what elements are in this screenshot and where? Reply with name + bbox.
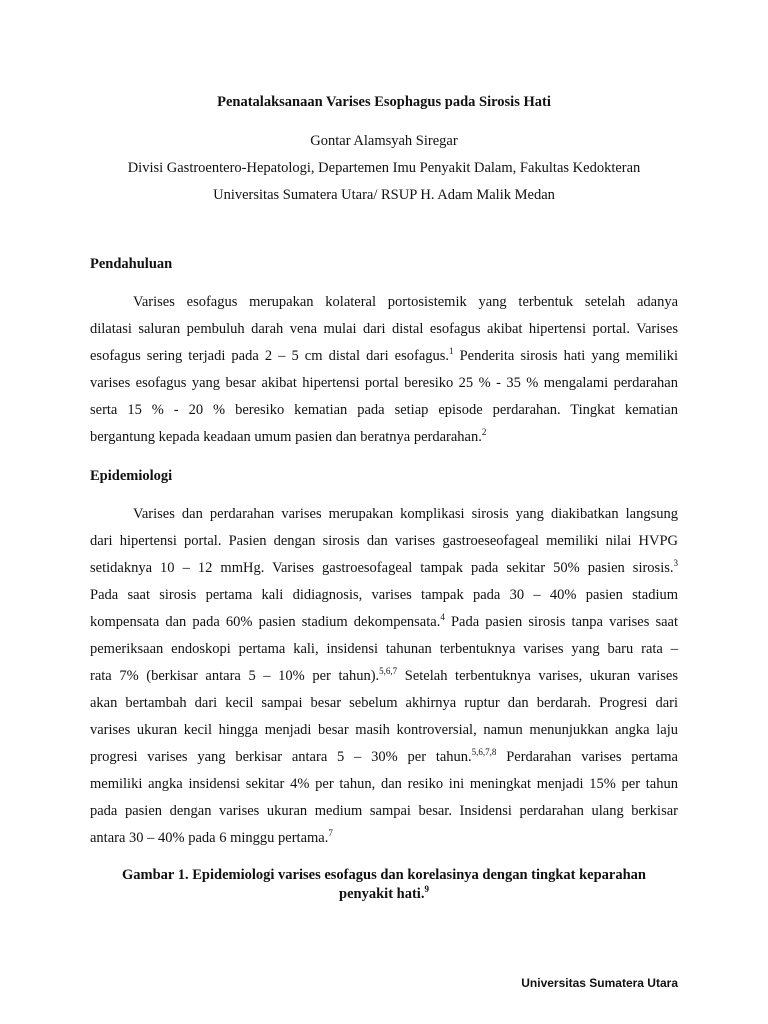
citation-superscript: 7: [328, 828, 333, 838]
line-text: Penderita sirosis hati yang memiliki: [453, 348, 678, 364]
figure-caption-line-2: penyakit hati.: [339, 886, 425, 902]
line-text: progresi varises yang berkisar antara 5 – 30% per tahun.: [90, 749, 472, 765]
line-text: Pada saat sirosis pertama kali didiagnosis, varises tampak pada 30 – 40% pasien stadium: [90, 587, 678, 603]
line-text: antara 30 – 40% pada 6 minggu pertama.: [90, 830, 329, 846]
line-text: esofagus sering terjadi pada 2 – 5 cm distal dari esofagus.: [90, 348, 450, 364]
line-text: Pada pasien sirosis tanpa varises saat: [444, 614, 678, 630]
citation-superscript: 4: [440, 612, 445, 622]
line-text: dilatasi saluran pembuluh darah vena mulai dari distal esofagus akibat hipertensi portal. Varises: [90, 321, 678, 337]
paragraph-line: [90, 343, 678, 370]
line-text: rata 7% (berkisar antara 5 – 10% per tahun).: [90, 668, 380, 684]
line-text: serta 15 % - 20 % beresiko kematian pada setiap episode perdarahan. Tingkat kematian: [90, 402, 678, 418]
page-footer: Universitas Sumatera Utara: [521, 976, 678, 990]
citation-superscript: 1: [449, 346, 454, 356]
line-text: bergantung kepada keadaan umum pasien dan beratnya perdarahan.: [90, 429, 482, 445]
paragraph-line: [90, 744, 678, 771]
line-text: Setelah terbentuknya varises, ukuran varises: [397, 668, 678, 684]
paragraph-line: [90, 316, 678, 343]
line-text: Varises dan perdarahan varises merupakan komplikasi sirosis yang diakibatkan langsung: [133, 506, 678, 522]
line-text: kompensata dan pada 60% pasien stadium dekompensata.: [90, 614, 441, 630]
line-text: Varises esofagus merupakan kolateral portosistemik yang terbentuk setelah adanya: [133, 294, 678, 310]
paragraph-line: [90, 609, 678, 636]
line-text: akan bertambah dari kecil sampai besar sebelum akhirnya ruptur dan berdarah. Progresi dari: [90, 695, 678, 711]
citation-superscript: 5,6,7,8: [471, 747, 497, 757]
paragraph-line: [90, 825, 678, 852]
figure-caption-line-1: Gambar 1. Epidemiologi varises esofagus dan korelasinya dengan tingkat keparahan: [122, 867, 646, 883]
affiliation-line-1: Divisi Gastroentero-Hepatologi, Departemen Imu Penyakit Dalam, Fakultas Kedokteran: [127, 160, 641, 176]
paper-title: Penatalaksanaan Varises Esophagus pada Sirosis Hati: [217, 94, 551, 110]
paragraph-line: [90, 717, 678, 744]
figure-caption-reference: 9: [424, 884, 429, 894]
paragraph-line: [90, 771, 678, 798]
paragraph-line: [90, 636, 678, 663]
paragraph-line: [90, 397, 678, 424]
line-text: memiliki angka insidensi sekitar 4% per tahun, dan resiko ini meningkat menjadi 15% per tahun: [90, 776, 678, 792]
paragraph-line: [90, 370, 678, 397]
line-text: dari hipertensi portal. Pasien dengan sirosis dan varises gastroeseofageal memiliki nilai HVPG: [90, 533, 678, 549]
paragraph-line: [90, 582, 678, 609]
section-heading-pendahuluan: Pendahuluan: [90, 256, 173, 272]
paragraph-line: [90, 798, 678, 825]
paragraph-line: [90, 424, 678, 451]
citation-superscript: 2: [481, 427, 487, 437]
line-text: setidaknya 10 – 12 mmHg. Varises gastroesofageal tampak pada sekitar 50% pasien sirosis.: [90, 560, 674, 576]
paragraph-line: [90, 690, 678, 717]
paragraph-line: [90, 663, 678, 690]
affiliation-line-2: Universitas Sumatera Utara/ RSUP H. Adam Malik Medan: [213, 187, 555, 203]
line-text: varises esofagus yang besar akibat hipertensi portal beresiko 25 % - 35 % mengalami perdarahan: [90, 375, 678, 391]
line-text: pada pasien dengan varises ukuran medium sampai besar. Insidensi perdarahan ulang berkisar: [90, 803, 678, 819]
paragraph-line: [90, 528, 678, 555]
figure-caption: [90, 866, 678, 904]
citation-superscript: 3: [673, 558, 678, 568]
line-text: pemeriksaan endoskopi pertama kali, insidensi tahunan terbentuknya varises yang baru rata –: [90, 641, 678, 657]
citation-superscript: 5,6,7: [379, 666, 398, 676]
paragraph-line: [90, 289, 678, 316]
line-text: varises ukuran kecil hingga menjadi besar masih kontroversial, namun menunjukkan angka laju: [90, 722, 678, 738]
paragraph-line: [90, 555, 678, 582]
paragraph-line: [90, 501, 678, 528]
line-text: Perdarahan varises pertama: [496, 749, 678, 765]
paragraph-pendahuluan: [90, 289, 678, 451]
author-name: Gontar Alamsyah Siregar: [310, 133, 458, 149]
paragraph-epidemiologi: [90, 501, 678, 852]
section-heading-epidemiologi: Epidemiologi: [90, 468, 173, 484]
